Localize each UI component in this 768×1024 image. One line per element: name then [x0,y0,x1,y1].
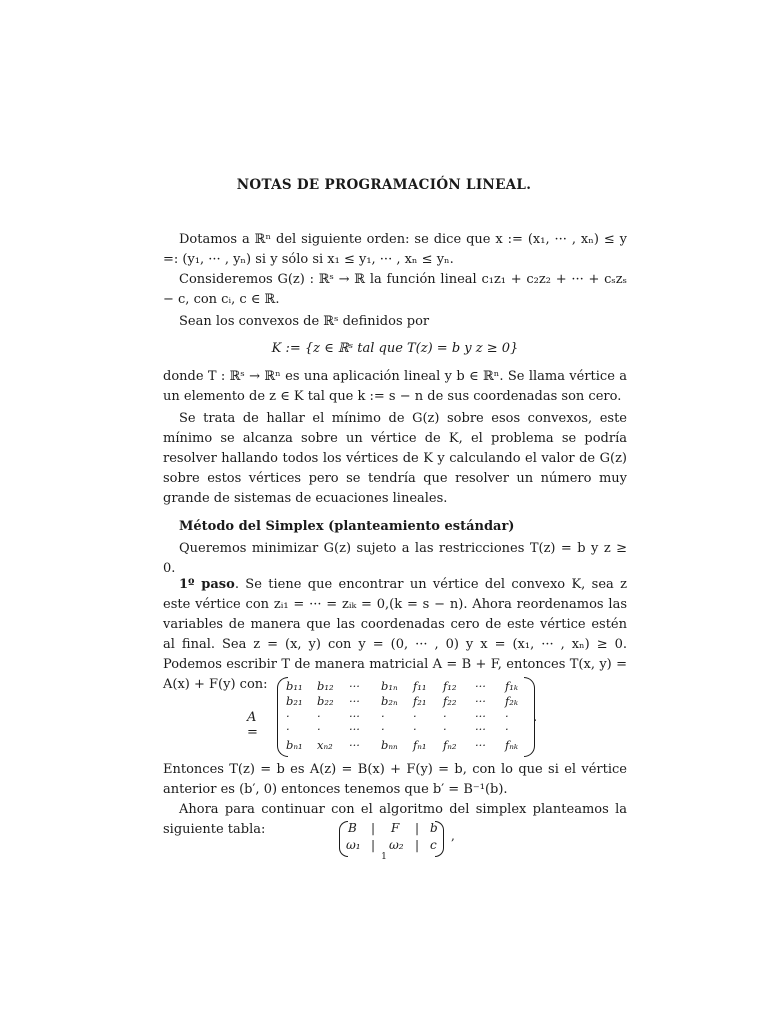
page-title: NOTAS DE PROGRAMACIÓN LINEAL. [236,177,532,193]
matrix-cell: f₂ₖ [505,694,519,708]
matrix-cell: ··· [349,709,360,723]
matrix-cell: b₂₁ [286,694,303,708]
matrix-cell: b₂ₙ [381,694,398,708]
matrix-cell: ··· [349,694,360,708]
matrix-cell: · [413,709,417,723]
matrix-cell: ··· [475,709,486,723]
matrix-cell: f₁ₖ [505,679,519,693]
matrix-cell: ··· [349,679,360,693]
matrix-cell: · [443,722,447,736]
matrix-cell: · [505,709,509,723]
matrix-cell: f₁₁ [413,679,427,693]
paragraph-minimum: Se trata de hallar el mínimo de G(z) sobre esos convexos, este mínimo se alcanza sobre un vértice de K, el problema se podría resolver hallando todos los vértices de K y calculando el valor de G(z) sobre estos vértices pero se tendría que resolver un número muy grande de sistemas de ecuaciones lineales. [163,411,627,506]
tableau-cell-omega1: ω₁ [346,838,361,852]
matrix-cell: b₁₁ [286,679,303,693]
tableau-end-comma: , [451,829,455,843]
matrix-cell: b₁ₙ [381,679,398,693]
paragraph-step-1 [163,575,627,695]
tableau-cell-f-matrix: F [391,821,400,835]
paragraph-convex-sets: Sean los convexos de ℝˢ definidos por [179,314,430,329]
page-number: 1 [381,852,387,862]
matrix-cell: fₙ₁ [413,738,427,752]
matrix-cell: · [505,722,509,736]
matrix-cell: · [286,722,290,736]
tableau-separator: | [371,838,376,852]
matrix-cell: fₙ₂ [443,738,457,752]
matrix-cell: bₙ₁ [286,738,303,752]
matrix-end-period: . [533,710,538,725]
step-1-text: . Se tiene que encontrar un vértice del convexo K, sea z este vértice con zᵢ₁ = ··· = zᵢₖ = 0,(k = s − n). Ahora reordenamos las variables de manera que las coordenadas cero de este vértice estén al final. Sea z = (x, y) con y = (0, ··· , 0) y x = (x₁, ··· , xₙ) ≥ 0. Podemos escribir T de manera matricial A = B + F, entonces T(x, y) = A(x) + F(y) con: [163,577,627,692]
tableau-separator: | [415,821,420,835]
step-1-label: 1º paso [179,577,235,592]
matrix-cell: ··· [475,722,486,736]
matrix-cell: bₙₙ [381,738,398,752]
matrix-cell: b₂₂ [317,694,334,708]
tableau-separator: | [371,821,376,835]
matrix-cell: f₁₂ [443,679,457,693]
matrix-cell: ··· [475,694,486,708]
matrix-cell: · [286,709,290,723]
matrix-cell: · [317,722,321,736]
matrix-cell: · [317,709,321,723]
matrix-cell: f₂₁ [413,694,427,708]
section-heading-simplex: Método del Simplex (planteamiento estándar) [179,519,515,534]
paragraph-linear-function: Consideremos G(z) : ℝˢ → ℝ la función lineal c₁z₁ + c₂z₂ + ··· + cₛzₛ − c, con cᵢ, c ∈ ℝ. [163,272,627,307]
matrix-cell: · [413,722,417,736]
tableau-separator: | [415,838,420,852]
paragraph-then: Entonces T(z) = b es A(z) = B(x) + F(y) = b, con lo que si el vértice anterior es (b′, 0) entonces tenemos que b′ = B⁻¹(b). [163,762,627,797]
matrix-cell: f₂₂ [443,694,457,708]
tableau-cell-b-vector: b [430,821,438,835]
paragraph-tableau-intro: Ahora para continuar con el algoritmo del simplex planteamos la siguiente tabla: [163,802,627,837]
matrix-cell: xₙ₂ [317,738,333,752]
equation-k: K := {z ∈ ℝˢ tal que T(z) = b y z ≥ 0} [271,341,519,356]
matrix-cell: ··· [475,679,486,693]
matrix-cell: · [381,709,385,723]
matrix-cell: ··· [349,738,360,752]
tableau-cell-omega2: ω₂ [389,838,404,852]
matrix-label: A = [247,710,258,740]
matrix-cell: ··· [475,738,486,752]
matrix-cell: · [443,709,447,723]
paragraph-order: Dotamos a ℝⁿ del siguiente orden: se dice que x := (x₁, ··· , xₙ) ≤ y =: (y₁, ··· , yₙ) si y sólo si x₁ ≤ y₁, ··· , xₙ ≤ yₙ. [163,232,627,267]
matrix-cell: fₙₖ [505,738,519,752]
paragraph-minimize: Queremos minimizar G(z) sujeto a las restricciones T(z) = b y z ≥ 0. [163,541,627,576]
matrix-cell: b₁₂ [317,679,334,693]
tableau-cell-c: c [430,838,437,852]
matrix-cell: ··· [349,722,360,736]
paragraph-vertex-definition: donde T : ℝˢ → ℝⁿ es una aplicación lineal y b ∈ ℝⁿ. Se llama vértice a un elemento de z ∈ K tal que k := s − n de sus coordenadas son cero. [163,369,627,404]
tableau-cell-b-matrix: B [348,821,357,835]
matrix-cell: · [381,722,385,736]
